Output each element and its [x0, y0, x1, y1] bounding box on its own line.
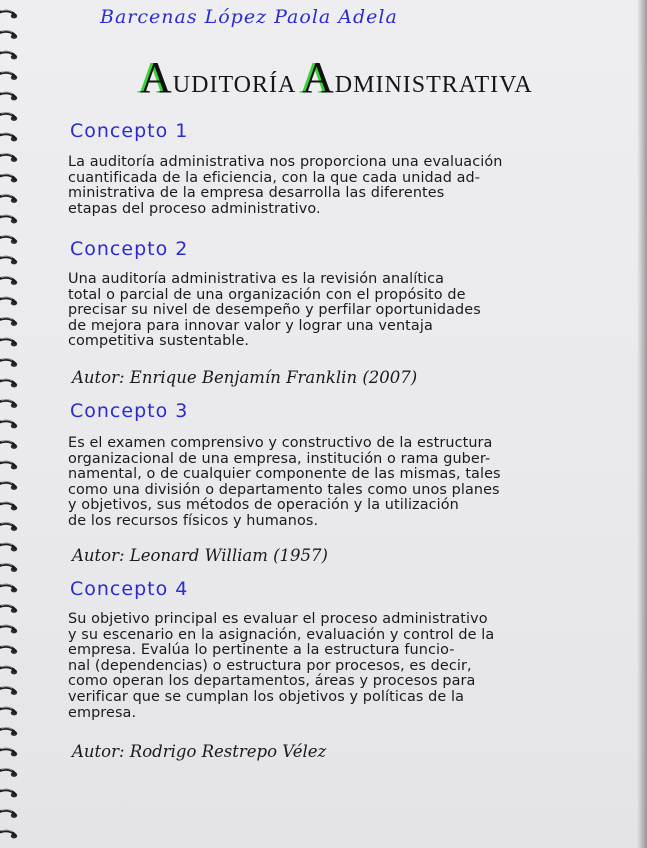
- text-line: Es el examen comprensivo y constructivo de la estructura: [68, 435, 493, 451]
- concept-heading-3: Concepto 3: [70, 400, 189, 422]
- concept-text-4: [68, 612, 616, 721]
- text-line: namental, o de cualquier componente de las mismas, tales: [68, 466, 501, 483]
- text-line: cuantificada de la eficiencia, con la que cada unidad ad-: [68, 169, 481, 186]
- spiral-binding: [0, 0, 34, 848]
- text-line: de mejora para innovar valor y lograr una ventaja: [68, 317, 433, 334]
- concept-text-3: [68, 436, 616, 530]
- text-line: nal (dependencias) o estructura por procesos, es decir,: [68, 657, 472, 674]
- text-line: empresa. Evalúa lo pertinente a la estructura funcio-: [68, 642, 455, 659]
- text-line: competitiva sustentable.: [68, 333, 250, 350]
- text-line: La auditoría administrativa nos proporciona una evaluación: [68, 154, 503, 170]
- concept-author-4: Autor: Rodrigo Restrepo Vélez: [72, 742, 327, 761]
- text-line: ministrativa de la empresa desarrolla las diferentes: [68, 185, 445, 202]
- text-line: organizacional de una empresa, institución o rama guber-: [68, 450, 491, 467]
- text-line: Su objetivo principal es evaluar el proceso administrativo: [68, 611, 488, 627]
- text-line: y objetivos, sus métodos de operación y la utilización: [68, 497, 459, 514]
- title-part-2: DMINISTRATIVA: [334, 72, 533, 98]
- concept-heading-1: Concepto 1: [70, 120, 189, 142]
- page-title: [140, 52, 533, 103]
- text-line: total o parcial de una organización con el propósito de: [68, 286, 466, 303]
- text-line: etapas del proceso administrativo.: [68, 200, 321, 217]
- text-line: precisar su nivel de desempeño y perfilar oportunidades: [68, 302, 481, 319]
- concept-author-3: Autor: Leonard William (1957): [72, 546, 328, 565]
- concept-text-2: [68, 272, 616, 350]
- title-initial-1: A: [140, 53, 173, 102]
- concept-author-2: Autor: Enrique Benjamín Franklin (2007): [72, 368, 418, 387]
- concept-heading-2: Concepto 2: [70, 238, 189, 260]
- title-part-1: UDITORÍA: [172, 72, 303, 98]
- text-line: de los recursos físicos y humanos.: [68, 512, 319, 529]
- text-line: y su escenario en la asignación, evaluación y control de la: [68, 626, 495, 643]
- text-line: como una división o departamento tales como unos planes: [68, 481, 500, 498]
- text-line: como operan los departamentos, áreas y procesos para: [68, 673, 476, 690]
- title-initial-2: A: [302, 53, 335, 102]
- text-line: verificar que se cumplan los objetivos y políticas de la: [68, 688, 465, 705]
- text-line: Una auditoría administrativa es la revisión analítica: [68, 271, 445, 287]
- student-name: Barcenas López Paola Adela: [100, 6, 398, 28]
- text-line: empresa.: [68, 704, 137, 721]
- concept-heading-4: Concepto 4: [70, 578, 189, 600]
- concept-text-1: [68, 155, 616, 217]
